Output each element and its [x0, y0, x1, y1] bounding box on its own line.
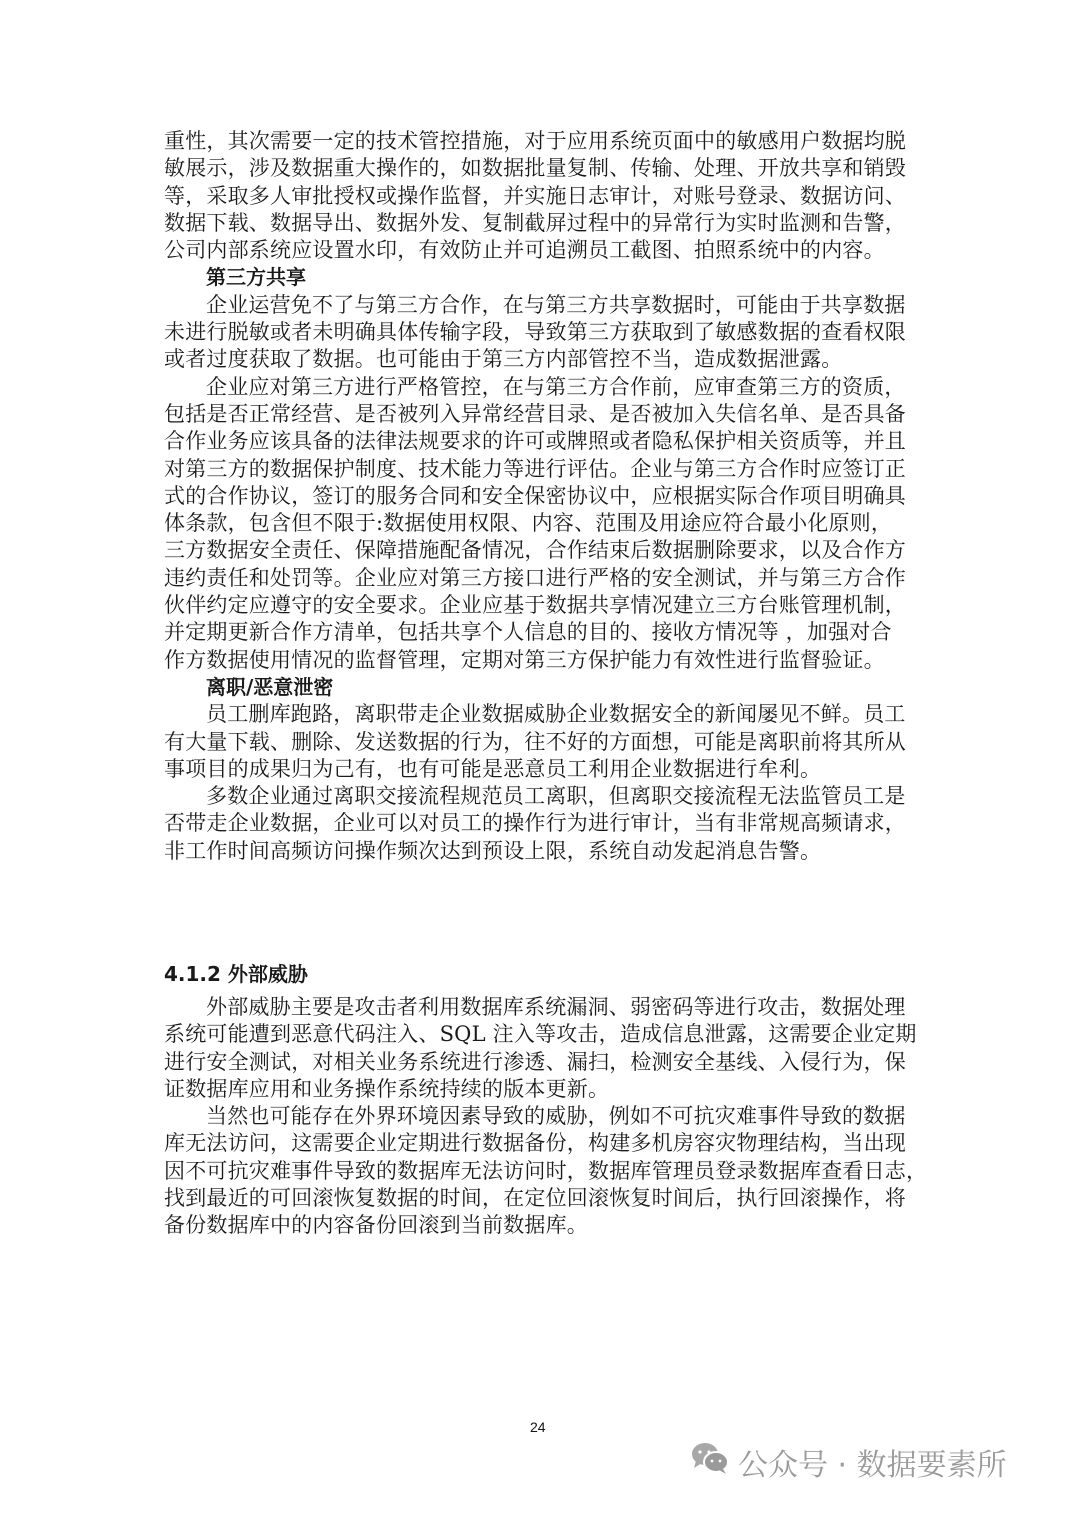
paragraph — [164, 783, 920, 865]
paragraph — [164, 994, 920, 1103]
text-line: 事项目的成果归为己有，也有可能是恶意员工利用企业数据进行牟利。 — [164, 756, 822, 781]
wechat-icon — [690, 1441, 738, 1483]
text-line: 员工删库跑路，离职带走企业数据威胁企业数据安全的新闻屡见不鲜。员工 — [206, 702, 906, 727]
paragraph — [164, 128, 920, 264]
document-body-part1 — [164, 128, 920, 865]
text-line: 备份数据库中的内容备份回滚到当前数据库。 — [164, 1213, 588, 1238]
text-line: 有大量下载、删除、发送数据的行为，往不好的方面想，可能是离职前将其所从 — [164, 729, 906, 754]
text-line: 等，采取多人审批授权或操作监督，并实施日志审计，对账号登录、数据访问、 — [164, 183, 906, 208]
text-line: 找到最近的可回滚恢复数据的时间，在定位回滚恢复时间后，执行回滚操作，将 — [164, 1186, 906, 1211]
watermark-text: 公众号 · 数据要素所 — [738, 1448, 1007, 1483]
text-line: 企业应对第三方进行严格管控，在与第三方合作前，应审查第三方的资质， — [206, 374, 906, 399]
text-line: 合作业务应该具备的法律法规要求的许可或牌照或者隐私保护相关资质等，并且 — [164, 429, 906, 454]
text-line: 公司内部系统应设置水印，有效防止并可追溯员工截图、拍照系统中的内容。 — [164, 238, 885, 263]
text-line: 包括是否正常经营、是否被列入异常经营目录、是否被加入失信名单、是否具备 — [164, 401, 906, 426]
text-line: 作方数据使用情况的监督管理，定期对第三方保护能力有效性进行监督验证。 — [164, 647, 885, 672]
text-line: 企业运营免不了与第三方合作，在与第三方共享数据时，可能由于共享数据 — [206, 292, 906, 317]
text-line: 进行安全测试，对相关业务系统进行渗透、漏扫，检测安全基线、入侵行为，保 — [164, 1049, 906, 1074]
text-line: 外部威胁主要是攻击者利用数据库系统漏洞、弱密码等进行攻击，数据处理 — [206, 995, 906, 1019]
text-line: 因不可抗灾难事件导致的数据库无法访问时，数据库管理员登录数据库查看日志， — [164, 1158, 928, 1183]
text-line: 重性，其次需要一定的技术管控措施，对于应用系统页面中的敏感用户数据均脱 — [164, 129, 906, 153]
page-number: 24 — [530, 1419, 546, 1435]
text-line: 多数企业通过离职交接流程规范员工离职，但离职交接流程无法监管员工是 — [206, 784, 906, 809]
text-line: 伙伴约定应遵守的安全要求。企业应基于数据共享情况建立三方台账管理机制， — [164, 593, 906, 618]
text-line: 否带走企业数据，企业可以对员工的操作行为进行审计，当有非常规高频请求， — [164, 811, 906, 836]
text-line: 式的合作协议，签订的服务合同和安全保密协议中，应根据实际合作项目明确具 — [164, 483, 906, 508]
text-line: 库无法访问，这需要企业定期进行数据备份，构建多机房容灾物理结构，当出现 — [164, 1131, 906, 1156]
text-line: 并定期更新合作方清单，包括共享个人信息的目的、接收方情况等 ，加强对合 — [164, 620, 892, 645]
text-line: 非工作时间高频访问操作频次达到预设上限，系统自动发起消息告警。 — [164, 838, 822, 863]
text-line: 三方数据安全责任、保障措施配备情况，合作结束后数据删除要求，以及合作方 — [164, 538, 906, 563]
watermark — [690, 1440, 1007, 1484]
text-line: 敏展示，涉及数据重大操作的，如数据批量复制、传输、处理、开放共享和销毁 — [164, 156, 906, 181]
subheading-third-party-sharing: 第三方共享 — [206, 265, 306, 290]
text-line: 系统可能遭到恶意代码注入、SQL 注入等攻击，造成信息泄露，这需要企业定期 — [164, 1022, 917, 1047]
section-heading: 4.1.2 外部威胁 — [164, 962, 308, 986]
text-line: 体条款，包含但不限于:数据使用权限、内容、范围及用途应符合最小化原则， — [164, 511, 893, 536]
text-line: 或者过度获取了数据。也可能由于第三方内部管控不当，造成数据泄露。 — [164, 347, 843, 372]
paragraph — [164, 292, 920, 374]
text-line: 证数据库应用和业务操作系统持续的版本更新。 — [164, 1076, 610, 1101]
text-line: 数据下载、数据导出、数据外发、复制截屏过程中的异常行为实时监测和告警， — [164, 210, 906, 235]
paragraph — [164, 374, 920, 674]
text-line: 对第三方的数据保护制度、技术能力等进行评估。企业与第三方合作时应签订正 — [164, 456, 906, 481]
paragraph — [164, 1103, 928, 1239]
document-body-part2 — [164, 994, 928, 1240]
text-line: 违约责任和处罚等。企业应对第三方接口进行严格的安全测试，并与第三方合作 — [164, 565, 906, 590]
paragraph — [164, 701, 920, 783]
text-line: 当然也可能存在外界环境因素导致的威胁，例如不可抗灾难事件导致的数据 — [206, 1104, 906, 1129]
text-line: 未进行脱敏或者未明确具体传输字段，导致第三方获取到了敏感数据的查看权限 — [164, 320, 906, 345]
subheading-resignation-leak: 离职/恶意泄密 — [206, 674, 334, 699]
